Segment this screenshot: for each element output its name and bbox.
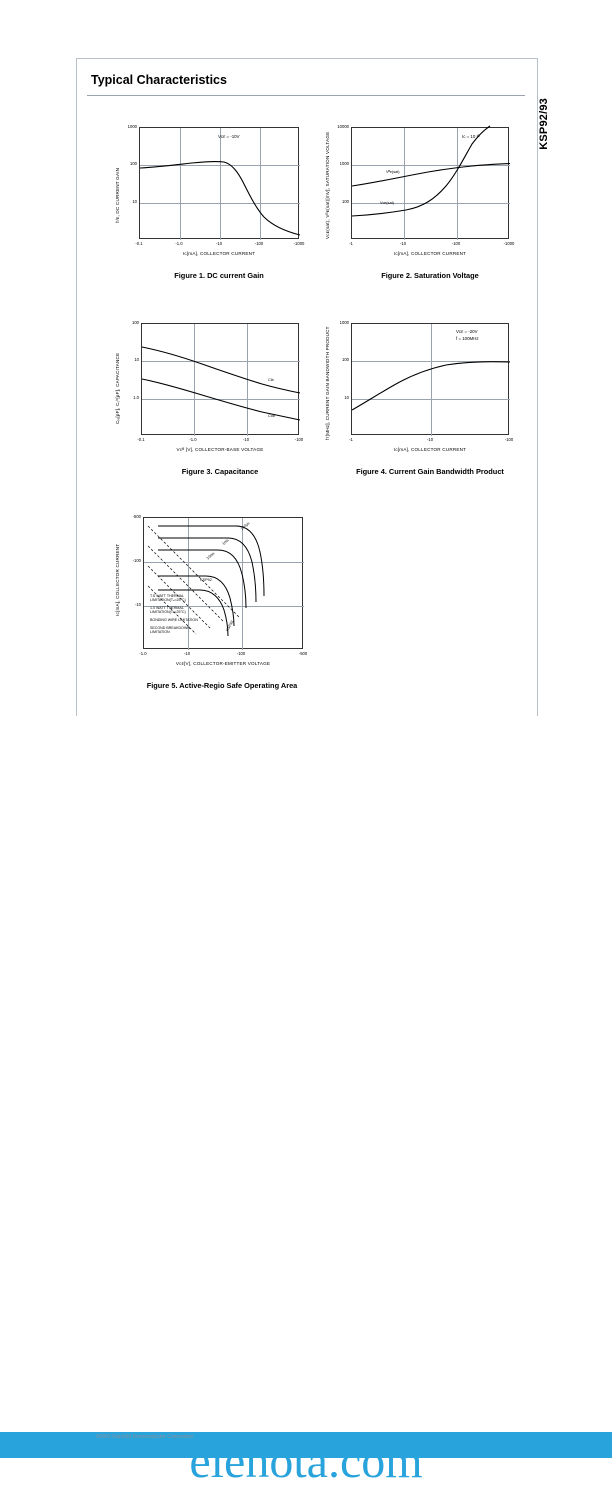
figure-5-curve-label-100us: 100μs bbox=[239, 521, 251, 531]
figure-5-legend-0: T.S WATT THERMAL LIMITATION(Tₐ=25°C) bbox=[150, 594, 186, 602]
figure-5-ytick-2: -10 bbox=[134, 602, 141, 607]
figure-5 bbox=[117, 511, 317, 701]
figure-1-xlabel: Iᴄ[mA], COLLECTOR CURRENT bbox=[182, 251, 256, 256]
figure-3-ytick-1: 10 bbox=[134, 357, 139, 362]
figure-5-curve-label-ksp93: KSP93 bbox=[225, 619, 235, 633]
figure-5-curve-label-1ms: 1ms bbox=[221, 538, 230, 546]
figure-1-xtick-1: -1.0 bbox=[175, 241, 183, 246]
figure-4-ytick-1: 100 bbox=[342, 357, 349, 362]
figure-3-caption: Figure 3. Capacitance bbox=[181, 467, 259, 476]
figure-4-ylabel: fᴛ[MHz], CURRENT GAIN BANDWIDTH PRODUCT bbox=[325, 326, 330, 440]
figure-4-xtick-0: -1 bbox=[349, 437, 353, 442]
figure-1 bbox=[117, 121, 307, 286]
figure-2-curve-label-0: Vᴮᴇ(sat) bbox=[386, 170, 400, 174]
figure-4-ytick-0: 1000 bbox=[339, 320, 349, 325]
figure-4 bbox=[327, 317, 517, 482]
figure-5-legend-3: SECOND BREAKDOWN LIMITATION bbox=[150, 626, 190, 634]
figure-2-caption: Figure 2. Saturation Voltage bbox=[381, 271, 479, 280]
figure-5-ytick-0: -500 bbox=[132, 514, 141, 519]
figure-5-legend-1: 1.0 WATT THERMAL LIMITATION(Tₐ=25°C) bbox=[150, 606, 186, 614]
figure-3-curve-label-0: Cib bbox=[268, 378, 274, 382]
figure-1-xtick-0: -0.1 bbox=[135, 241, 143, 246]
figure-2-xlabel: Iᴄ[mA], COLLECTOR CURRENT bbox=[393, 251, 467, 256]
figure-2-ytick-2: 100 bbox=[342, 199, 349, 204]
footer-note: ©2002 Fairchild Semiconductor Corporation bbox=[96, 1434, 194, 1440]
figure-5-curve-label-ksp92: KSP92 bbox=[200, 578, 212, 582]
figure-4-xtick-1: -10 bbox=[426, 437, 434, 442]
figure-3-xlabel: Vᴄᴮ [V], COLLECTOR-BASE VOLTAGE bbox=[176, 447, 264, 452]
figure-5-xtick-3: -500 bbox=[298, 651, 308, 656]
figure-5-xlabel: Vᴄᴇ[V], COLLECTOR-EMITTER VOLTAGE bbox=[175, 661, 271, 666]
figure-1-plot bbox=[139, 127, 299, 239]
figure-1-xtick-3: -100 bbox=[254, 241, 264, 246]
figure-5-legend-2: BONDING WIRE LIMITATION bbox=[150, 618, 198, 622]
figure-2-curve-label-1: Vᴄᴇ(sat) bbox=[380, 201, 394, 205]
figure-3-xtick-3: -100 bbox=[294, 437, 304, 442]
figure-2 bbox=[327, 121, 517, 286]
figure-1-curve bbox=[140, 128, 300, 240]
figure-4-curve bbox=[352, 324, 510, 436]
figure-1-caption: Figure 1. DC current Gain bbox=[174, 271, 264, 280]
figure-1-annotation: Vᴄᴇ = -10V bbox=[218, 134, 240, 139]
figure-1-ytick-0: 1000 bbox=[127, 124, 137, 129]
side-tab-label: KSP92/93 bbox=[538, 98, 550, 150]
figure-5-ytick-1: -100 bbox=[132, 558, 141, 563]
figure-3-xtick-0: -0.1 bbox=[137, 437, 145, 442]
figure-3-ylabel: Cᵢₑ[pF], Cₒᵇ[pF], CAPACITANCE bbox=[115, 352, 120, 424]
figure-2-curves bbox=[352, 128, 510, 240]
figure-1-xtick-2: -10 bbox=[215, 241, 223, 246]
figure-5-xtick-2: -100 bbox=[236, 651, 246, 656]
figure-5-xtick-1: -10 bbox=[183, 651, 191, 656]
figure-3-plot bbox=[141, 323, 299, 435]
figure-5-xtick-0: -1.0 bbox=[139, 651, 147, 656]
side-tab bbox=[538, 52, 608, 172]
watermark-text: elenota.com bbox=[189, 1435, 423, 1488]
figure-3-ytick-0: 100 bbox=[132, 320, 139, 325]
figure-4-annotation-1: f = 100MHz bbox=[456, 336, 479, 341]
figure-3-xtick-2: -10 bbox=[242, 437, 250, 442]
figure-2-xtick-0: -1 bbox=[349, 241, 353, 246]
figure-4-xlabel: Iᴄ[mA], COLLECTOR CURRENT bbox=[393, 447, 467, 452]
figure-3-curves bbox=[142, 324, 300, 436]
figure-4-xtick-2: -100 bbox=[504, 437, 514, 442]
content-sheet bbox=[76, 58, 538, 720]
watermark-banner bbox=[0, 716, 612, 1488]
figure-2-ytick-0: 10000 bbox=[337, 124, 349, 129]
figure-5-plot bbox=[143, 517, 303, 649]
figure-4-ytick-2: 10 bbox=[344, 395, 349, 400]
title-divider bbox=[87, 95, 525, 96]
figure-1-ylabel: hᶠᴇ, DC CURRENT GAIN bbox=[115, 167, 120, 223]
figure-3 bbox=[117, 317, 307, 482]
figure-2-ytick-1: 1000 bbox=[339, 161, 349, 166]
figure-4-caption: Figure 4. Current Gain Bandwidth Product bbox=[356, 467, 504, 476]
figure-4-annotation-0: Vᴄᴇ = -20V bbox=[456, 329, 478, 334]
figure-2-xtick-2: -100 bbox=[451, 241, 461, 246]
figure-3-xtick-1: -1.0 bbox=[189, 437, 197, 442]
figure-3-ytick-2: 1.0 bbox=[133, 395, 139, 400]
figure-1-ytick-1: 100 bbox=[130, 161, 137, 166]
figure-2-xtick-3: -1000 bbox=[503, 241, 515, 246]
page-title: Typical Characteristics bbox=[91, 73, 227, 87]
figure-2-plot bbox=[351, 127, 509, 239]
figure-2-xtick-1: -10 bbox=[399, 241, 407, 246]
figure-4-plot bbox=[351, 323, 509, 435]
figure-1-xtick-4: -1000 bbox=[293, 241, 305, 246]
figure-1-ytick-2: 10 bbox=[132, 199, 137, 204]
figure-5-ylabel: Iᴄ[mA], COLLECTOR CURRENT bbox=[115, 543, 120, 617]
figure-5-caption: Figure 5. Active-Regio Safe Operating Area bbox=[146, 681, 298, 690]
figure-2-annotation: Iᴄ = 10 Iᴮ bbox=[462, 134, 480, 139]
figure-5-curve-label-10ms: 10ms bbox=[205, 551, 216, 561]
figure-2-ylabel: Vᴄᴇ(sat), Vᴮᴇ(sat)[mV], SATURATION VOLTAGE bbox=[325, 131, 330, 239]
figure-3-curve-label-1: Cob bbox=[268, 414, 275, 418]
